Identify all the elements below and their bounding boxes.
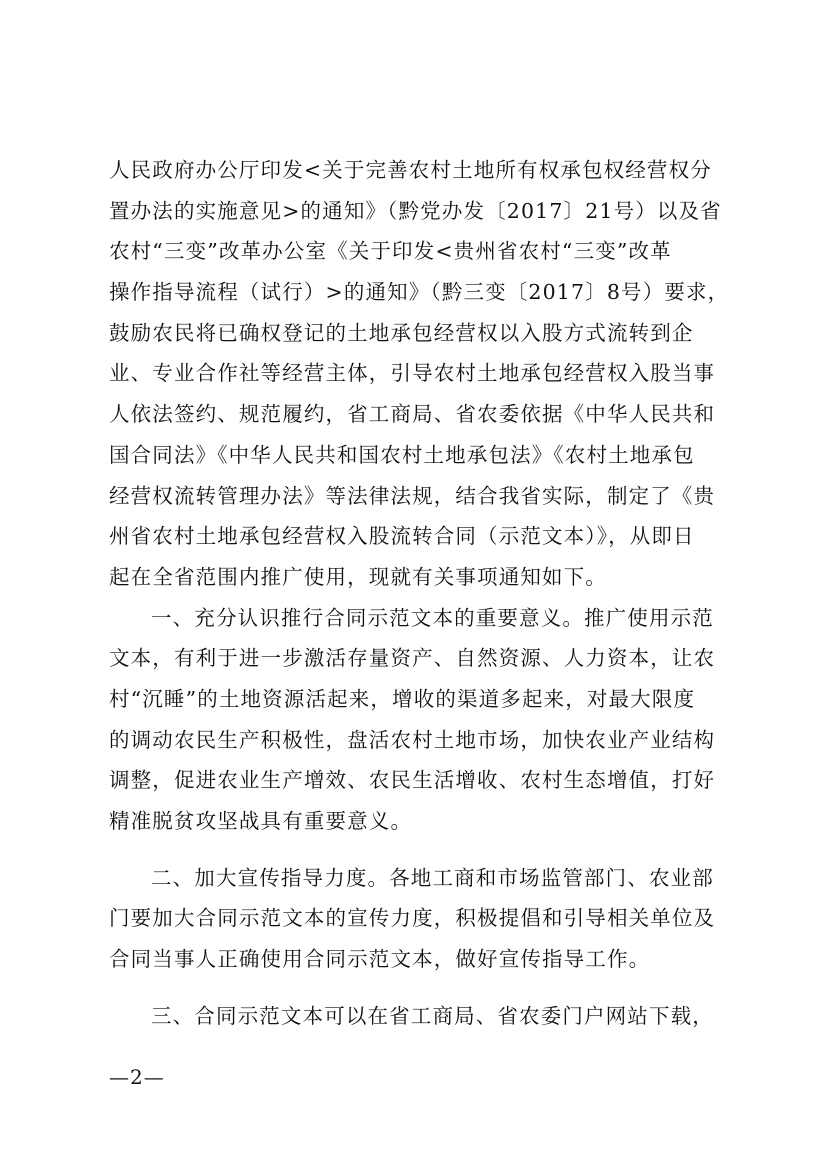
text-line: 鼓励农民将已确权登记的土地承包经营权以入股方式流转到企: [109, 320, 694, 345]
text-line: 村“沉睡”的土地资源活起来，增收的渠道多起来，对最大限度: [109, 686, 696, 711]
text-line: 人依法签约、规范履约，省工商局、省农委依据《中华人民共和: [109, 402, 716, 427]
paragraph-gap: [109, 980, 724, 996]
document-body: [109, 150, 730, 1036]
text-line: 经营权流转管理办法》等法律法规，结合我省实际，制定了《贵: [109, 483, 716, 508]
text-line: 三、合同示范文本可以在省工商局、省农委门户网站下载，: [151, 1003, 714, 1028]
text-line: 调整，促进农业生产增效、农民生活增收、农村生态增值，打好: [109, 768, 716, 793]
text-line: 精准脱贫攻坚战具有重要意义。: [109, 809, 413, 833]
text-line: 州省农村土地承包经营权入股流转合同（示范文本）》，从即日: [109, 524, 695, 549]
text-line: 的调动农民生产积极性，盘活农村土地市场，加快农业产业结构: [109, 727, 716, 752]
paragraph-gap: [109, 842, 724, 858]
page-number: —2—: [109, 1065, 165, 1089]
text-line: 国合同法》《中华人民共和国农村土地承包法》《农村土地承包: [109, 442, 695, 467]
text-line: 人民政府办公厅印发<关于完善农村土地所有权承包权经营权分: [109, 158, 712, 182]
text-line: 门要加大合同示范文本的宣传力度，积极提倡和引导相关单位及: [109, 906, 716, 931]
text-line: 起在全省范围内推广使用，现就有关事项通知如下。: [109, 564, 607, 589]
text-line: 合同当事人正确使用合同示范文本，做好宣传指导工作。: [109, 947, 651, 972]
text-line: 置办法的实施意见>的通知》（黔党办发〔2017〕21号）以及省: [109, 198, 722, 223]
text-line: 文本，有利于进一步激活存量资产、自然资源、人力资本，让农: [109, 646, 716, 671]
text-line: 业、专业合作社等经营主体，引导农村土地承包经营权入股当事: [109, 361, 716, 386]
text-line: 二、加大宣传指导力度。各地工商和市场监管部门、农业部: [151, 865, 714, 890]
text-line: 一、充分认识推行合同示范文本的重要意义。推广使用示范: [151, 605, 714, 630]
text-line: 农村“三变”改革办公室《关于印发<贵州省农村“三变”改革: [109, 239, 672, 264]
text-line: 操作指导流程（试行）>的通知》（黔三变〔2017〕8号）要求，: [109, 280, 730, 305]
